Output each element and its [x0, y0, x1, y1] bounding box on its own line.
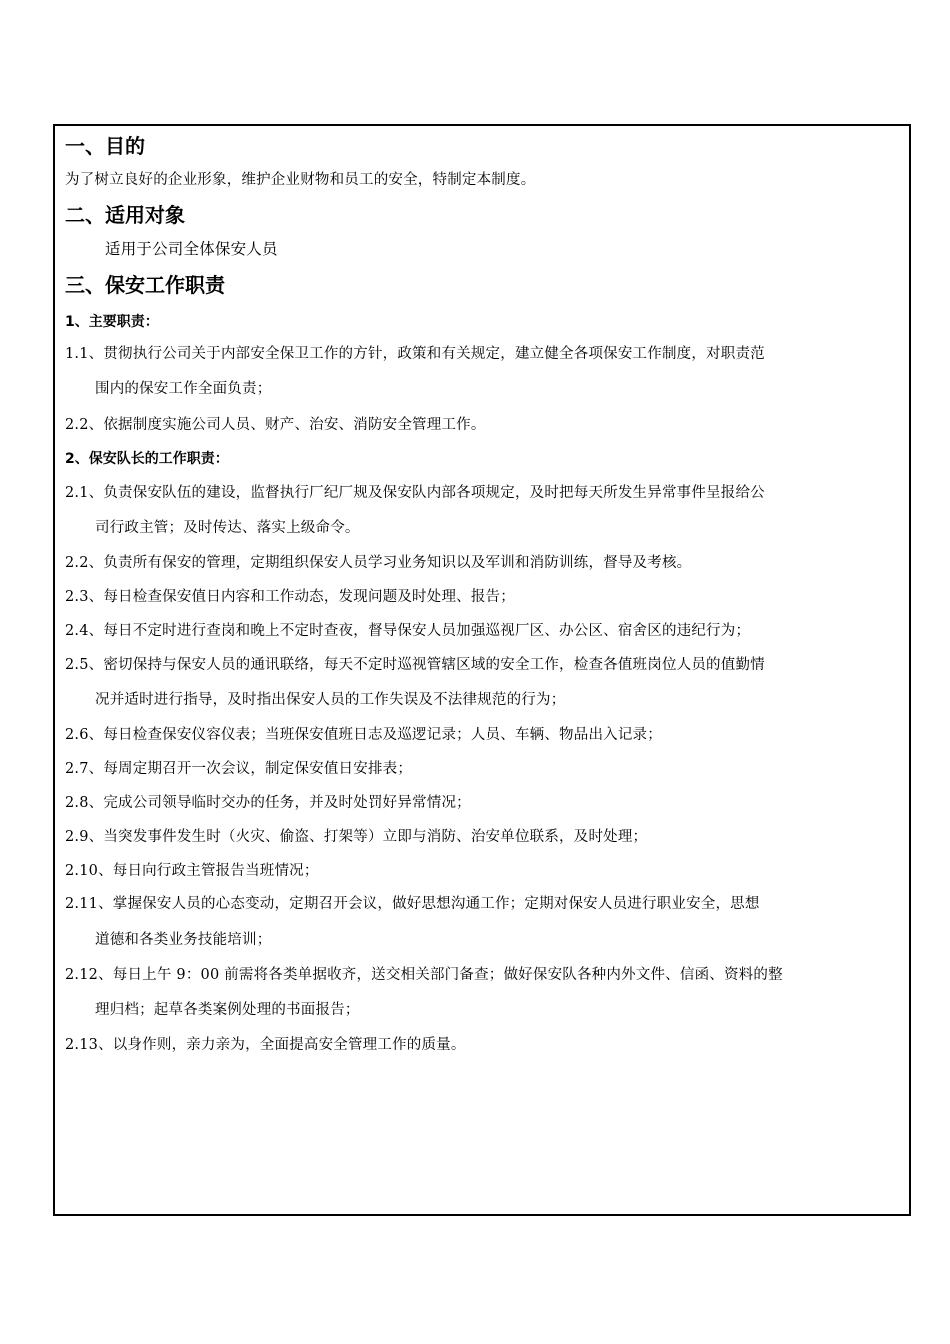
duty-item-1-1-cont: 围内的保安工作全面负责；	[95, 381, 272, 397]
captain-item-2-11-cont: 道德和各类业务技能培训；	[95, 932, 272, 948]
subsection-title-main-duties: 1、主要职责：	[65, 314, 159, 330]
scope-text: 适用于公司全体保安人员	[105, 240, 278, 258]
section-title-purpose: 一、目的	[65, 134, 145, 158]
captain-item-2-12: 2.12、每日上午 9：00 前需将各类单据收齐，送交相关部门备查；做好保安队各种内外文件、信函、资料的整	[65, 967, 783, 983]
captain-item-2-5-cont: 况并适时进行指导，及时指出保安人员的工作失误及不法律规范的行为；	[95, 692, 566, 708]
captain-item-2-2: 2.2、负责所有保安的管理，定期组织保安人员学习业务知识以及军训和消防训练，督导及考核。	[65, 555, 692, 571]
captain-item-2-12-cont: 理归档；起草各类案例处理的书面报告；	[95, 1002, 360, 1018]
section-title-scope: 二、适用对象	[65, 203, 185, 227]
captain-item-2-1: 2.1、负责保安队伍的建设，监督执行厂纪厂规及保安队内部各项规定，及时把每天所发生异常事件呈报给公	[65, 485, 765, 501]
captain-item-2-10: 2.10、每日向行政主管报告当班情况；	[65, 863, 319, 879]
captain-item-2-3: 2.3、每日检查保安值日内容和工作动态，发现问题及时处理、报告；	[65, 589, 515, 605]
duty-item-1-1: 1.1、贯彻执行公司关于内部安全保卫工作的方针，政策和有关规定，建立健全各项保安工作制度，对职责范	[65, 346, 765, 362]
captain-item-2-8: 2.8、完成公司领导临时交办的任务，并及时处罚好异常情况；	[65, 795, 471, 811]
document-frame	[53, 124, 911, 1216]
section-title-duties: 三、保安工作职责	[65, 273, 225, 297]
captain-item-2-1-cont: 司行政主管；及时传达、落实上级命令。	[95, 520, 360, 536]
captain-item-2-4: 2.4、每日不定时进行查岗和晚上不定时查夜，督导保安人员加强巡视厂区、办公区、宿舍区的违纪行为；	[65, 623, 751, 639]
subsection-title-captain-duties: 2、保安队长的工作职责：	[65, 451, 229, 467]
duty-item-2-2a: 2.2、依据制度实施公司人员、财产、治安、消防安全管理工作。	[65, 417, 486, 433]
captain-item-2-11: 2.11、掌握保安人员的心态变动，定期召开会议，做好思想沟通工作；定期对保安人员进行职业安全，思想	[65, 896, 760, 912]
captain-item-2-13: 2.13、以身作则，亲力亲为，全面提高安全管理工作的质量。	[65, 1037, 466, 1053]
captain-item-2-6: 2.6、每日检查保安仪容仪表；当班保安值班日志及巡逻记录；人员、车辆、物品出入记录；	[65, 727, 662, 743]
captain-item-2-5: 2.5、密切保持与保安人员的通讯联络，每天不定时巡视管辖区域的安全工作，检查各值班岗位人员的值勤情	[65, 657, 765, 673]
captain-item-2-9: 2.9、当突发事件发生时（火灾、偷盗、打架等）立即与消防、治安单位联系，及时处理；	[65, 829, 648, 845]
purpose-text: 为了树立良好的企业形象，维护企业财物和员工的安全，特制定本制度。	[65, 172, 536, 188]
captain-item-2-7: 2.7、每周定期召开一次会议，制定保安值日安排表；	[65, 761, 413, 777]
